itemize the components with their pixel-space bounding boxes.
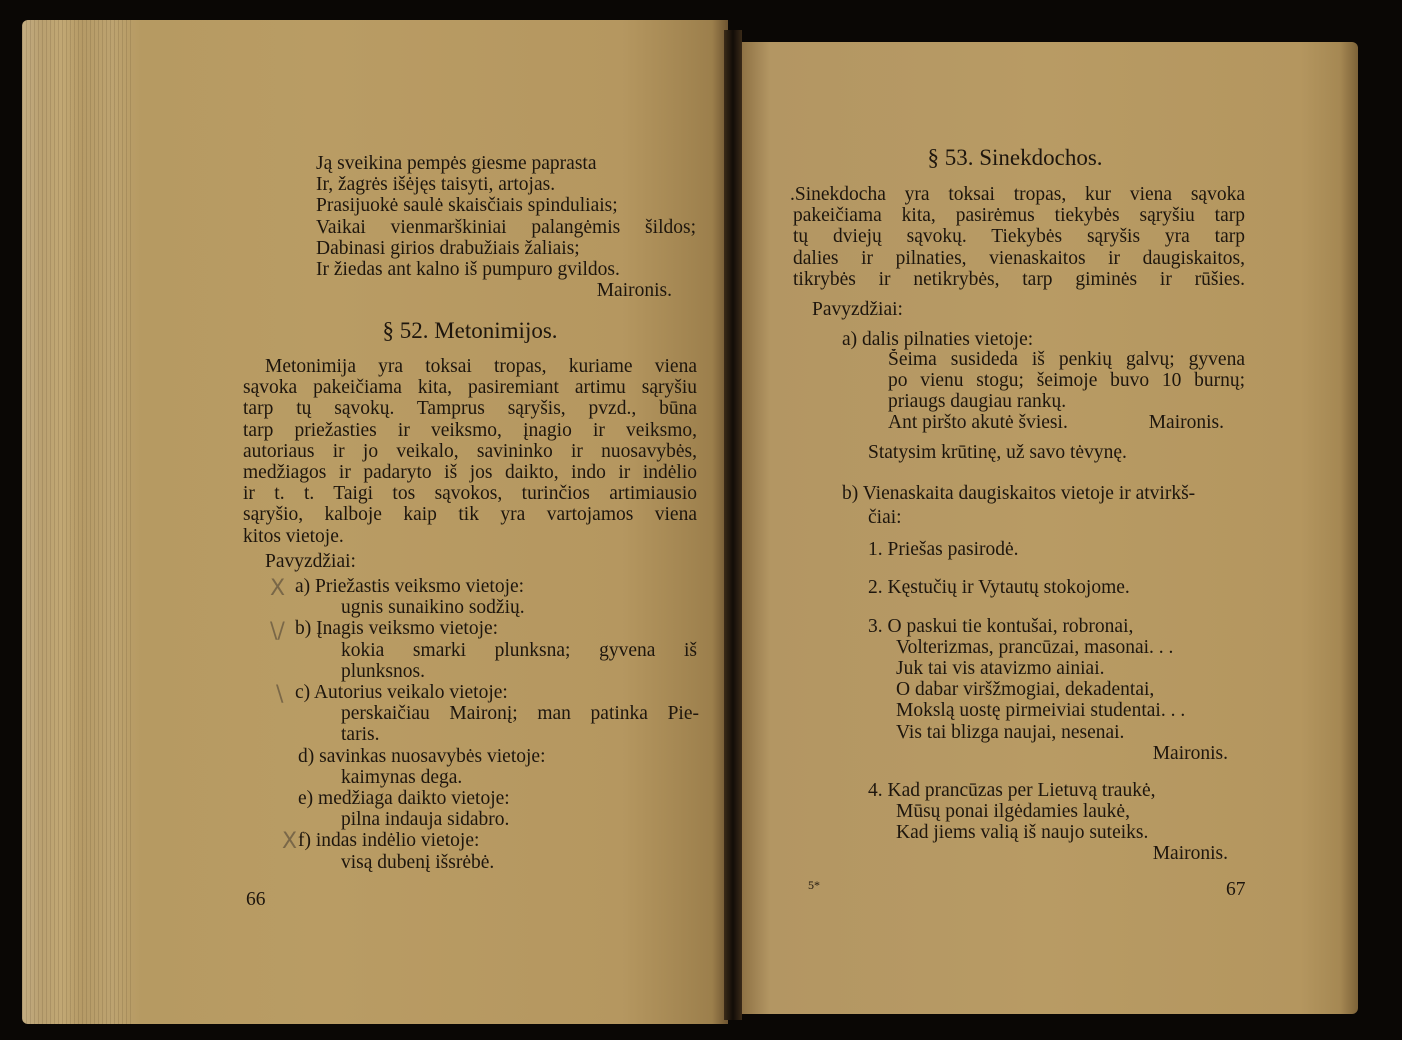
poem-line: Prasijuokė saulė skaisčiais spinduliais; <box>316 195 618 217</box>
example-title: e) medžiaga daikto vietoje: <box>298 788 510 809</box>
example-line: pilna indauja sidabro. <box>341 809 510 831</box>
example-author: Maironis. <box>1148 412 1224 433</box>
poem-line: Vaikai vienmarškiniai palangėmis šildos; <box>316 216 696 238</box>
example-line: Ant piršto akutė šviesi. <box>888 412 1068 433</box>
example-line: ugnis sunaikino sodžių. <box>341 597 525 619</box>
pencil-mark: \/ <box>270 619 285 644</box>
example-line: kaimynas dega. <box>341 766 463 788</box>
verse-line: 4. Kad prancūzas per Lietuvą traukė, <box>868 780 1156 801</box>
example-title: b) Įnagis veiksmo vietoje: <box>295 618 499 640</box>
section-heading: § 53. Sinekdochos. <box>927 145 1103 170</box>
paragraph-line: sąryšio, kalboje kaip tik yra vartojamos viena <box>243 504 697 526</box>
example-title: c) Autorius veikalo vietoje: <box>295 682 508 703</box>
poem-line: Ją sveikina pempės giesme paprasta <box>316 153 597 174</box>
verse-line: O dabar viršžmogiai, dekadentai, <box>896 679 1155 701</box>
poem-line: Ir žiedas ant kalno iš pumpuro gvildos. <box>316 259 620 280</box>
example-line: plunksnos. <box>341 660 425 682</box>
example-line: Šeima susideda iš penkių galvų; gyvena <box>888 349 1245 370</box>
poem-line: Dabinasi girios drabužiais žaliais; <box>316 237 580 259</box>
paragraph-line: medžiagos ir padaryto iš jos daikto, indo ir indėlio <box>243 462 697 483</box>
paragraph-line: tarp tų sąvokų. Tamprus sąryšis, pvzd., būna <box>243 398 697 420</box>
example-title: a) dalis pilnaties vietoje: <box>842 329 1034 350</box>
paragraph-line: tarp priežasties ir veiksmo, įnagio ir veiksmo, <box>243 419 697 441</box>
verse-line: 3. O paskui tie kontušai, robronai, <box>868 616 1134 637</box>
verse-line: 1. Priešas pasirodė. <box>868 539 1019 560</box>
paragraph-line: kitos vietoje. <box>243 525 344 547</box>
book-gutter <box>724 30 742 1020</box>
pencil-mark: X <box>282 829 298 854</box>
poem-author: Maironis. <box>596 280 672 301</box>
example-title: d) savinkas nuosavybės vietoje: <box>298 745 546 767</box>
paragraph-line: ir t. t. Taigi tos sąvokos, turinčios artimiausio <box>243 483 697 505</box>
verse-line: Vis tai blizga naujai, nesenai. <box>896 721 1125 743</box>
verse-line: Mūsų ponai ilgėdamies laukė, <box>896 801 1130 823</box>
paragraph-line: dalies ir pilnaties, vienaskaitos ir daugiskaitos, <box>793 247 1245 269</box>
example-line: priaugs daugiau rankų. <box>888 391 1067 412</box>
page-number: 66 <box>246 889 266 910</box>
paragraph-line: .Sinekdocha yra toksai tropas, kur viena sąvoka <box>790 184 1245 205</box>
verse-author: Maironis. <box>1152 843 1228 865</box>
paragraph-line: tikrybės ir netikrybės, tarp giminės ir rūšies. <box>793 268 1245 290</box>
section-heading: § 52. Metonimijos. <box>382 318 558 343</box>
example-title: b) Vienaskaita daugiskaitos vietoje ir atvirkš- <box>842 483 1196 504</box>
pencil-mark: X <box>270 576 286 601</box>
poem-line: Ir, žagrės išėjęs taisyti, artojas. <box>316 174 556 196</box>
example-line: visą dubenį išsrėbė. <box>341 851 495 873</box>
example-line: kokia smarki plunksna; gyvena iš <box>341 639 697 661</box>
verse-line: Juk tai vis atavizmo ainiai. <box>896 658 1105 680</box>
page-edge-stack <box>22 20 132 1024</box>
paragraph-line: tų dviejų sąvokų. Tiekybės sąryšis yra tarp <box>793 226 1245 248</box>
verse-line: Kad jiems valią iš naujo suteiks. <box>896 822 1149 844</box>
verse-line: Mokslą uostę pirmeiviai studentai. . . <box>896 700 1186 722</box>
signature-mark: 5* <box>808 878 820 892</box>
example-title: a) Priežastis veiksmo vietoje: <box>295 576 525 597</box>
verse-author: Maironis. <box>1152 742 1228 764</box>
examples-label: Pavyzdžiai: <box>265 551 356 572</box>
verse-line: 2. Kęstučių ir Vytautų stokojome. <box>868 577 1130 598</box>
pencil-mark: \ <box>276 682 284 707</box>
verse-line: Volterizmas, prancūzai, masonai. . . <box>896 637 1174 659</box>
example-line: taris. <box>341 724 380 746</box>
example-line: perskaičiau Maironį; man patinka Pie- <box>341 703 699 725</box>
example-title: čiai: <box>868 507 902 528</box>
example-line: Statysim krūtinę, už savo tėvynę. <box>868 442 1127 463</box>
paragraph-line: autoriaus ir jo veikalo, savininko ir nuosavybės, <box>243 440 697 462</box>
paragraph-line: sąvoka pakeičiama kita, pasiremiant artimu sąryšiu <box>243 377 697 399</box>
page-number: 67 <box>1226 879 1246 900</box>
paragraph-line: Metonimija yra toksai tropas, kuriame viena <box>265 356 697 377</box>
examples-label: Pavyzdžiai: <box>812 299 903 320</box>
example-title: f) indas indėlio vietoje: <box>298 830 480 852</box>
example-line: po vienu stogu; šeimoje buvo 10 burnų; <box>888 370 1245 391</box>
paragraph-line: pakeičiama kita, pasirėmus tiekybės sąryšiu tarp <box>793 205 1245 227</box>
